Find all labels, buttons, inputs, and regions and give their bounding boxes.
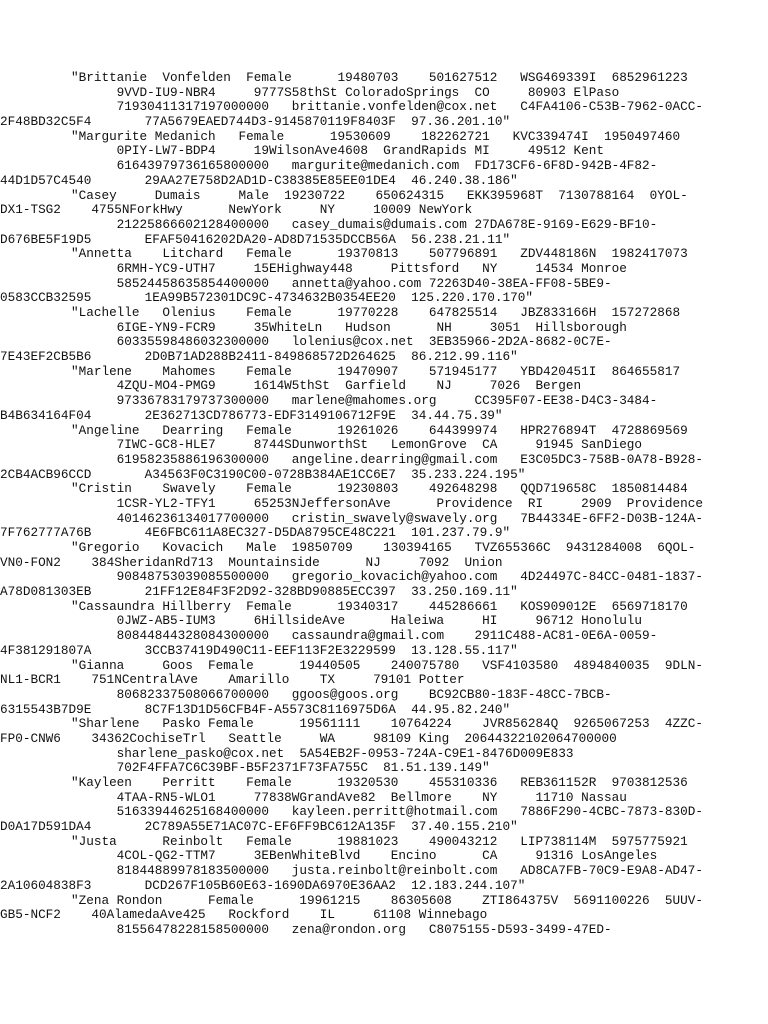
- record: [0, 363, 761, 424]
- record-line: 2CB4ACB96CCD A34563F0C3190C00-0728B384AE1CC6E7 35.233.224.195": [0, 466, 526, 482]
- record: [0, 481, 761, 541]
- record-line: NL1-BCR1 751NCentralAve Amarillo TX 79101 Potter: [0, 672, 465, 688]
- record-line: "Lachelle Olenius Female 19770228 647825514 JBZ833166H 157272868: [71, 305, 681, 320]
- record-line: 9VVD-IU9-NBR4 9777S58thSt ColoradoSprings CO 80903 ElPaso: [71, 84, 620, 100]
- record-line: 0JWZ-AB5-IUM3 6HillsideAve Haleiwa HI 96712 Honolulu: [71, 613, 643, 629]
- record: [0, 187, 761, 248]
- record: [0, 598, 761, 659]
- record-line: VN0-FON2 384SheridanRd713 Mountainside NJ 7092 Union: [0, 554, 503, 570]
- record-line: 61643979736165800000 margurite@medanich.com FD173CF6-6F8D-942B-4F82-: [71, 158, 658, 174]
- record-line: 6315543B7D9E 8C7F13D1D56CFB4F-A5573C8116975D6A 44.95.82.240": [0, 701, 511, 717]
- record-line: "Annetta Litchard Female 19370813 507796891 ZDV448186N 1982417073: [71, 246, 688, 262]
- record-line: 60335598486032300000 lolenius@cox.net 3EB35966-2D2A-8682-0C7E-: [71, 334, 612, 350]
- record-line: 702F4FFA7C6C39BF-B5F2371F73FA755C 81.51.139.149": [71, 760, 490, 776]
- record-line: 4TAA-RN5-WLO1 77838WGrandAve82 Bellmore NY 11710 Nassau: [71, 789, 627, 805]
- record-line: 1CSR-YL2-TFY1 65253NJeffersonAve Providence RI 2909 Providence: [71, 495, 703, 511]
- record-line: 21225866602128400000 casey_dumais@dumais.com 27DA678E-9169-E629-BF10-: [71, 216, 658, 232]
- document-page: [0, 70, 761, 938]
- record: [0, 657, 761, 718]
- record-line: "Gianna Goos Female 19440505 240075780 VSF4103580 4894840035 9DLN-: [71, 657, 703, 673]
- record-line: 58524458635854400000 annetta@yahoo.com 72263D40-38EA-FF08-5BE9-: [71, 275, 612, 291]
- record-line: "Justa Reinbolt Female 19881023 490043212 LIP738114M 5975775921: [71, 833, 688, 849]
- record-line: 44D1D57C4540 29AA27E758D2AD1D-C38385E85EE01DE4 46.240.38.186": [0, 172, 518, 188]
- record-line: "Cassaundra Hillberry Female 19340317 445286661 KOS909012E 6569718170: [71, 598, 688, 614]
- record-line: "Brittanie Vonfelden Female 19480703 501627512 WSG469339I 6852961223: [71, 70, 688, 85]
- record-line: "Kayleen Perritt Female 19320530 455310336 REB361152R 9703812536: [71, 775, 688, 790]
- record: [0, 540, 761, 600]
- record-line: 80682337508066700000 ggoos@goos.org BC92CB80-183F-48CC-7BCB-: [71, 686, 612, 702]
- record-line: 7E43EF2CB5B6 2D0B71AD288B2411-849868572D264625 86.212.99.116": [0, 349, 518, 365]
- record-line: B4B634164F04 2E362713CD786773-EDF3149106712F9E 34.44.75.39": [0, 407, 503, 423]
- record-line: sharlene_pasko@cox.net 5A54EB2F-0953-724A-C9E1-8476D009E833: [71, 745, 574, 761]
- record-line: FP0-CNW6 34362CochiseTrl Seattle WA 98109 King 20644322102064700000: [0, 730, 617, 746]
- record: [0, 70, 761, 130]
- record-line: "Margurite Medanich Female 19530609 182262721 KVC339474I 1950497460: [71, 128, 681, 144]
- record-line: 4F381291807A 3CCB37419D490C11-EEF113F2E3229599 13.128.55.117": [0, 642, 518, 658]
- record-line: "Cristin Swavely Female 19230803 492648298 QQD719658C 1850814484: [71, 481, 688, 497]
- record-line: A78D081303EB 21FF12E84F3F2D92-328BD90885ECC397 33.250.169.11": [0, 584, 518, 600]
- record-line: 51633944625168400000 kayleen.perritt@hotmail.com 7886F290-4CBC-7873-830D-: [71, 804, 703, 820]
- record-line: 40146236134017700000 cristin_swavely@swavely.org 7B44334E-6FF2-D03B-124A-: [71, 510, 703, 526]
- record-line: 4COL-QG2-TTM7 3EBenWhiteBlvd Encino CA 91316 LosAngeles: [71, 848, 658, 864]
- record: [0, 128, 761, 189]
- record-line: 2A10604838F3 DCD267F105B60E63-1690DA6970E36AA2 12.183.244.107": [0, 877, 526, 893]
- record: [0, 246, 761, 306]
- record-line: 6IGE-YN9-FCR9 35WhiteLn Hudson NH 3051 Hillsborough: [71, 319, 627, 335]
- record-line: 90848753039085500000 gregorio_kovacich@yahoo.com 4D24497C-84CC-0481-1837-: [71, 569, 703, 585]
- record-line: 2F48BD32C5F4 77A5679EAED744D3-9145870119F8403F 97.36.201.10": [0, 114, 511, 130]
- record: [0, 892, 761, 938]
- record-line: D676BE5F19D5 EFAF50416202DA20-AD8D71535DCCB56A 56.238.21.11": [0, 231, 511, 247]
- record: [0, 716, 761, 776]
- record-line: 81844889978183500000 justa.reinbolt@reinbolt.com AD8CA7FB-70C9-E9A8-AD47-: [71, 863, 703, 879]
- record-line: DX1-TSG2 4755NForkHwy NewYork NY 10009 NewYork: [0, 202, 473, 218]
- record-line: 0583CCB32595 1EA99B572301DC9C-4734632B0354EE20 125.220.170.170": [0, 290, 533, 306]
- record-line: "Sharlene Pasko Female 19561111 10764224 JVR856284Q 9265067253 4ZZC-: [71, 716, 703, 732]
- record-line: 81556478228158500000 zena@rondon.org C8075155-D593-3499-47ED-: [71, 921, 612, 937]
- record-line: 7F762777A76B 4E6FBC611A8EC327-D5DA8795CE48C221 101.237.79.9": [0, 525, 511, 541]
- record-line: 71930411317197000000 brittanie.vonfelden@cox.net C4FA4106-C53B-7962-0ACC-: [71, 99, 703, 115]
- record-line: "Casey Dumais Male 19230722 650624315 EKK395968T 7130788164 0YOL-: [71, 187, 688, 203]
- record-line: "Zena Rondon Female 19961215 86305608 ZTI864375V 5691100226 5UUV-: [71, 892, 703, 908]
- record: [0, 775, 761, 835]
- record-line: 80844844328084300000 cassaundra@gmail.com 2911C488-AC81-0E6A-0059-: [71, 628, 658, 644]
- record-line: 6RMH-YC9-UTH7 15EHighway448 Pittsford NY 14534 Monroe: [71, 260, 627, 276]
- record-line: 97336783179737300000 marlene@mahomes.org CC395F07-EE38-D4C3-3484-: [71, 393, 658, 409]
- record-line: "Angeline Dearring Female 19261026 644399974 HPR276894T 4728869569: [71, 422, 688, 438]
- record: [0, 422, 761, 483]
- record-line: 0PIY-LW7-BDP4 19WilsonAve4608 GrandRapids MI 49512 Kent: [71, 143, 604, 159]
- record-line: "Gregorio Kovacich Male 19850709 130394165 TVZ655366C 9431284008 6QOL-: [71, 540, 696, 555]
- record-line: 4ZQU-MO4-PMG9 1614W5thSt Garfield NJ 7026 Bergen: [71, 378, 582, 394]
- record-line: 61958235886196300000 angeline.dearring@gmail.com E3C05DC3-758B-0A78-B928-: [71, 451, 703, 467]
- record-line: "Marlene Mahomes Female 19470907 571945177 YBD420451I 864655817: [71, 363, 681, 379]
- record-line: 7IWC-GC8-HLE7 8744SDunworthSt LemonGrove CA 91945 SanDiego: [71, 437, 643, 453]
- record-line: GB5-NCF2 40AlamedaAve425 Rockford IL 61108 Winnebago: [0, 907, 488, 923]
- record-line: D0A17D591DA4 2C789A55E71AC07C-EF6FF9BC612A135F 37.40.155.210": [0, 819, 518, 835]
- record: [0, 305, 761, 365]
- record: [0, 833, 761, 894]
